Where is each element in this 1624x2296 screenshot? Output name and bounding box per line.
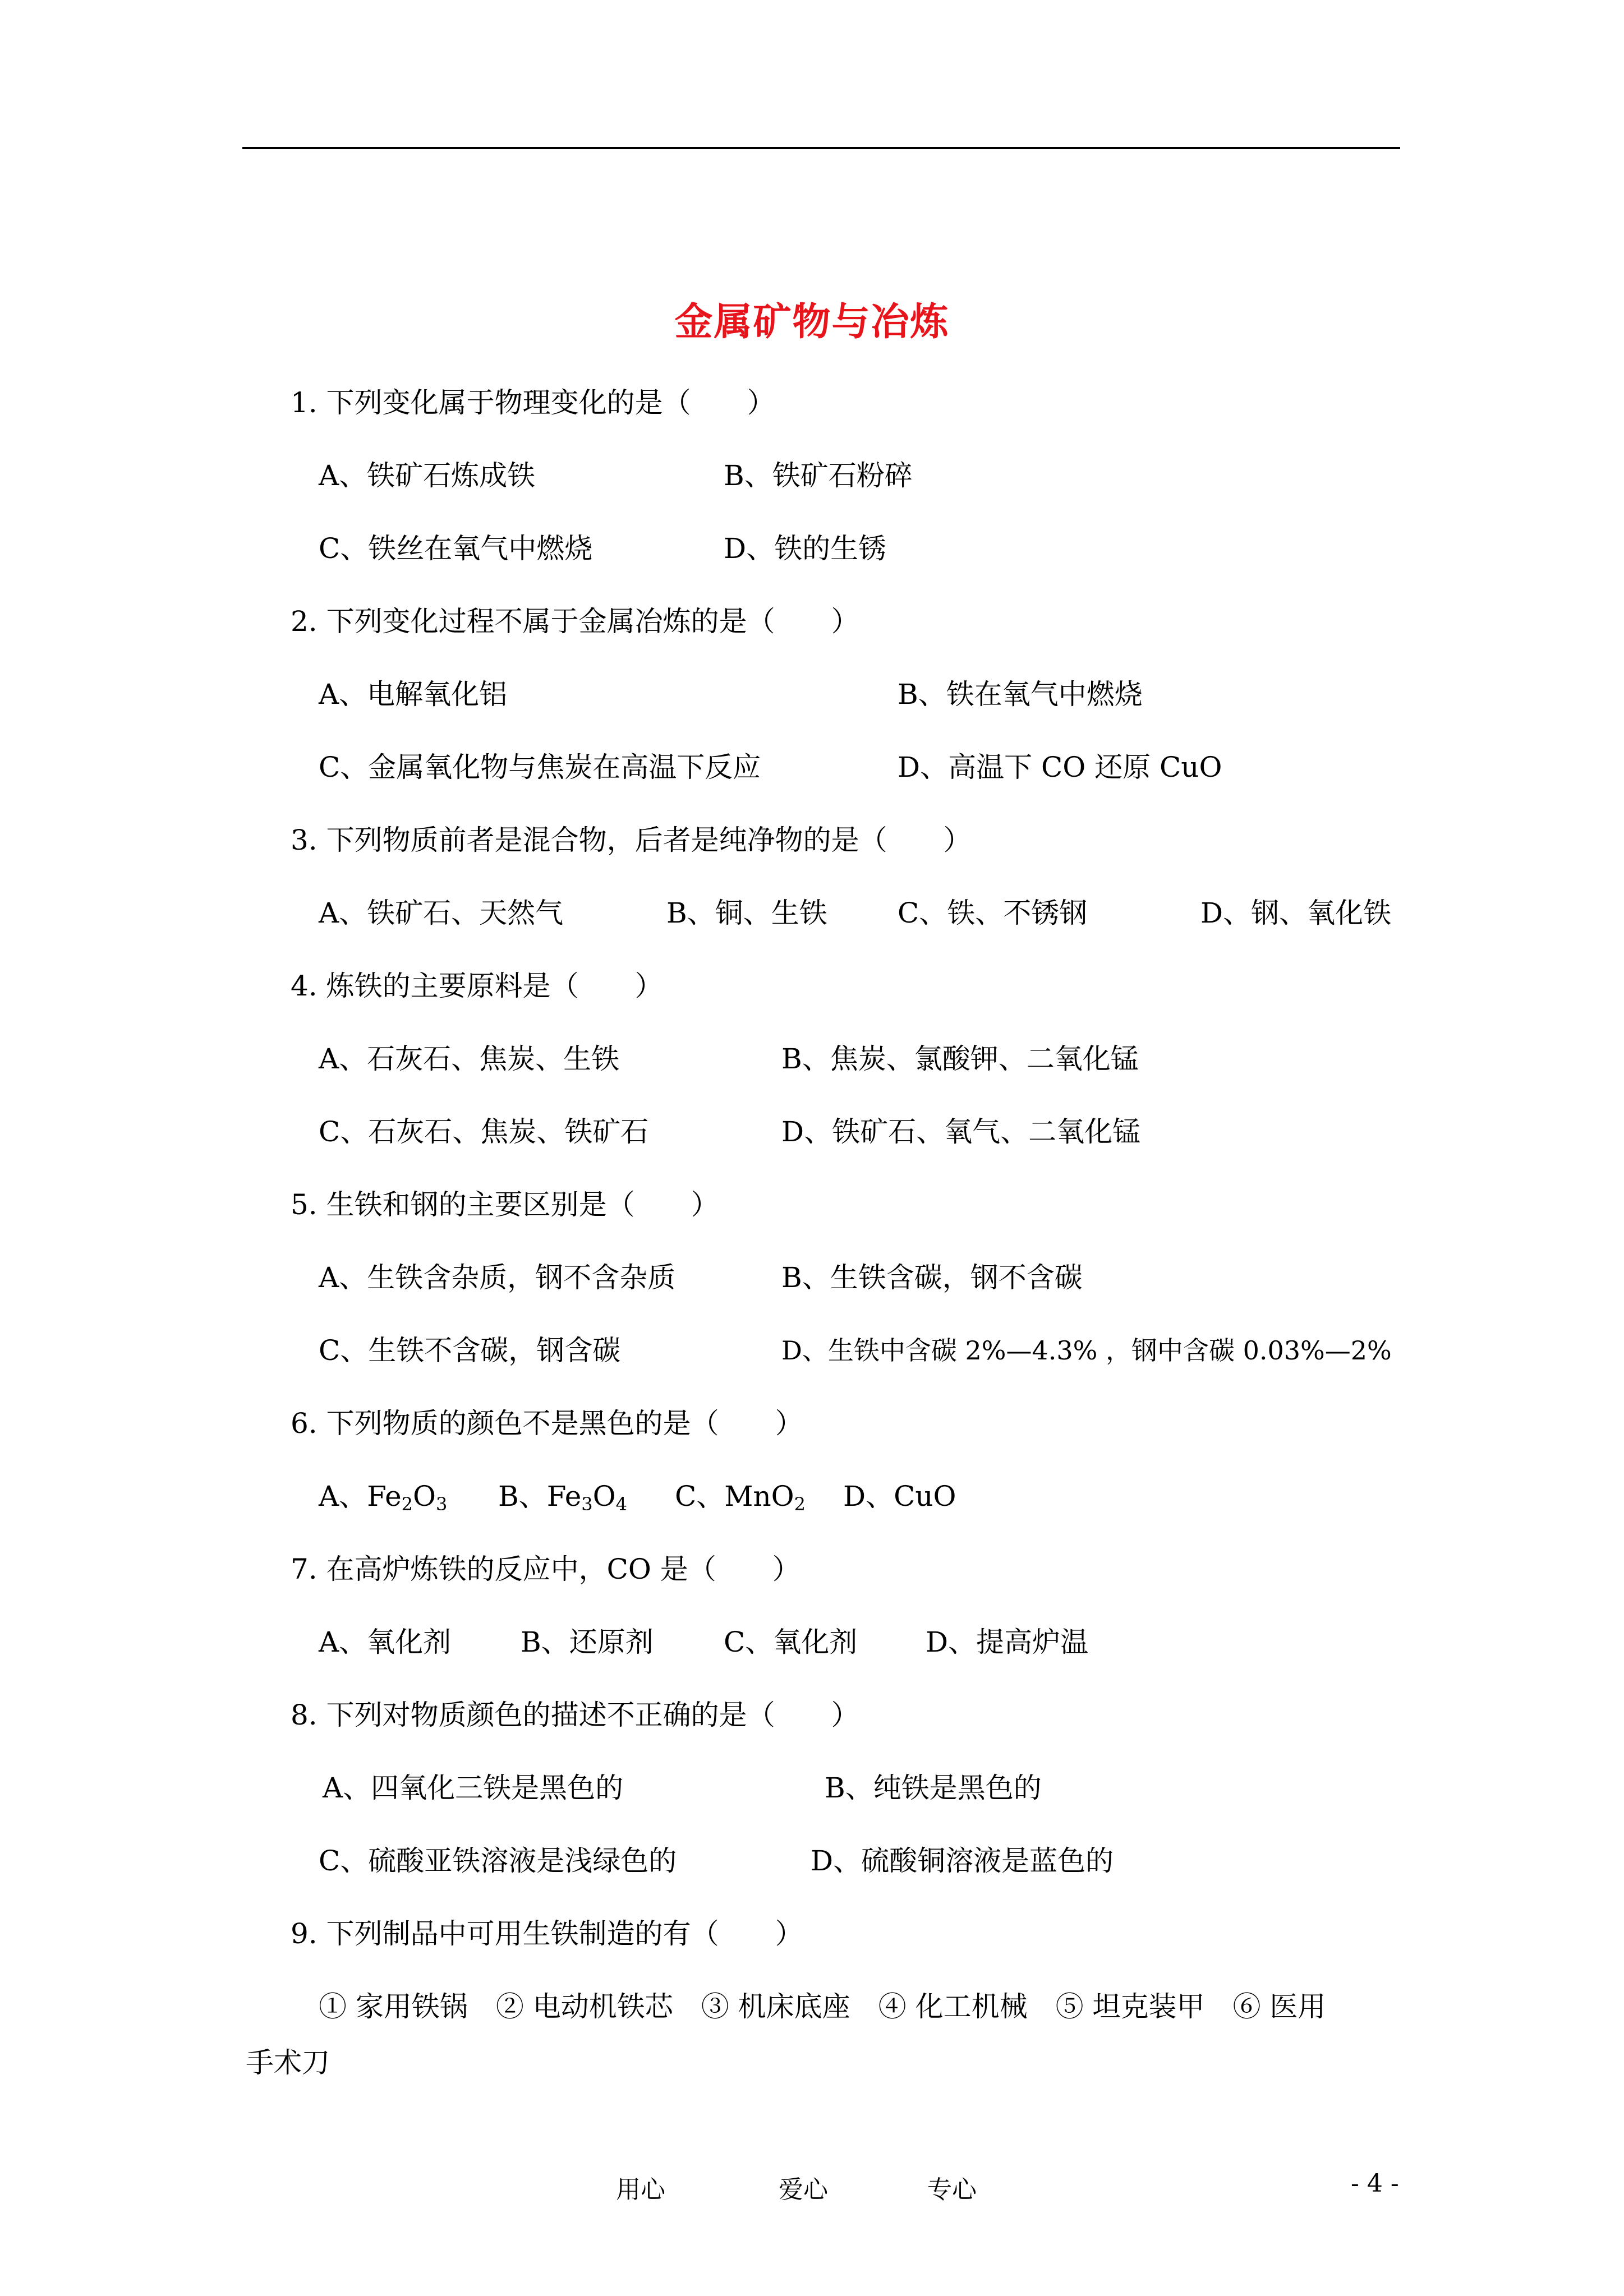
question-4-stem: 4. 炼铁的主要原料是（ ） bbox=[291, 970, 663, 1002]
question-1-option-d: D、铁的生锈 bbox=[724, 532, 887, 565]
question-8-option-d: D、硫酸铜溶液是蓝色的 bbox=[811, 1845, 1114, 1877]
question-1-option-a: A、铁矿石炼成铁 bbox=[319, 459, 536, 492]
question-1-option-c: C、铁丝在氧气中燃烧 bbox=[319, 532, 593, 565]
question-4-option-a: A、石灰石、焦炭、生铁 bbox=[319, 1043, 620, 1075]
question-4-option-c: C、石灰石、焦炭、铁矿石 bbox=[319, 1115, 649, 1148]
question-5-stem: 5. 生铁和钢的主要区别是（ ） bbox=[291, 1188, 719, 1221]
question-6-option-a: A、$Fe_2O_3$ bbox=[319, 1480, 448, 1515]
footer-word-2: 爱心 bbox=[779, 2175, 828, 2204]
question-1-option-b: B、铁矿石粉碎 bbox=[724, 459, 913, 492]
question-8-option-a: A、四氧化三铁是黑色的 bbox=[323, 1772, 624, 1804]
question-3-option-c: C、铁、不锈钢 bbox=[898, 897, 1088, 929]
question-5-option-a: A、生铁含杂质，钢不含杂质 bbox=[319, 1261, 676, 1294]
question-8-option-b: B、纯铁是黑色的 bbox=[825, 1772, 1042, 1804]
question-4-option-d: D、铁矿石、氧气、二氧化锰 bbox=[781, 1115, 1141, 1148]
header-rule bbox=[242, 147, 1400, 149]
question-6-stem: 6. 下列物质的颜色不是黑色的是（ ） bbox=[291, 1407, 803, 1440]
page-number: - 4 - bbox=[1351, 2169, 1399, 2198]
question-5-option-d: D、生铁中含碳 2%—4.3% ，钢中含碳 0.03%—2% bbox=[781, 1335, 1392, 1366]
question-3-option-d: D、钢、氧化铁 bbox=[1200, 897, 1392, 929]
question-9-items-line1: ① 家用铁锅 ② 电动机铁芯 ③ 机床底座 ④ 化工机械 ⑤ 坦克装甲 ⑥ 医用 bbox=[319, 1990, 1326, 2023]
question-7-option-a: A、氧化剂 bbox=[319, 1626, 452, 1658]
question-6-option-b: B、$Fe_3O_4$ bbox=[498, 1480, 628, 1515]
question-2-option-a: A、电解氧化铝 bbox=[319, 678, 508, 711]
question-7-option-c: C、氧化剂 bbox=[724, 1626, 858, 1658]
footer-word-1: 用心 bbox=[616, 2175, 665, 2204]
question-1-stem: 1. 下列变化属于物理变化的是（ ） bbox=[291, 386, 775, 419]
question-3-option-b: B、铜、生铁 bbox=[666, 897, 827, 929]
question-8-option-c: C、硫酸亚铁溶液是浅绿色的 bbox=[319, 1845, 677, 1877]
footer-word-3: 专心 bbox=[927, 2175, 977, 2204]
question-3-option-a: A、铁矿石、天然气 bbox=[319, 897, 564, 929]
question-7-option-d: D、提高炉温 bbox=[926, 1626, 1089, 1658]
page-title: 金属矿物与冶炼 bbox=[674, 299, 950, 344]
question-2-option-d: D、高温下 CO 还原 CuO bbox=[898, 751, 1222, 783]
question-2-option-c: C、金属氧化物与焦炭在高温下反应 bbox=[319, 751, 761, 783]
question-6-option-d: D、CuO bbox=[843, 1480, 956, 1513]
question-6-option-c: C、MnO$_2$ bbox=[675, 1480, 806, 1515]
question-5-option-c: C、生铁不含碳，钢含碳 bbox=[319, 1334, 621, 1367]
question-9-stem: 9. 下列制品中可用生铁制造的有（ ） bbox=[291, 1917, 803, 1950]
question-7-option-b: B、还原剂 bbox=[521, 1626, 654, 1658]
question-4-option-b: B、焦炭、氯酸钾、二氧化锰 bbox=[781, 1043, 1139, 1075]
question-3-stem: 3. 下列物质前者是混合物，后者是纯净物的是（ ） bbox=[291, 824, 972, 856]
question-9-items-line2: 手术刀 bbox=[246, 2046, 330, 2079]
question-7-stem: 7. 在高炉炼铁的反应中，CO 是（ ） bbox=[291, 1553, 801, 1585]
question-2-stem: 2. 下列变化过程不属于金属冶炼的是（ ） bbox=[291, 605, 859, 638]
question-2-option-b: B、铁在氧气中燃烧 bbox=[898, 678, 1143, 711]
question-8-stem: 8. 下列对物质颜色的描述不正确的是（ ） bbox=[291, 1699, 859, 1731]
question-5-option-b: B、生铁含碳，钢不含碳 bbox=[781, 1261, 1083, 1294]
